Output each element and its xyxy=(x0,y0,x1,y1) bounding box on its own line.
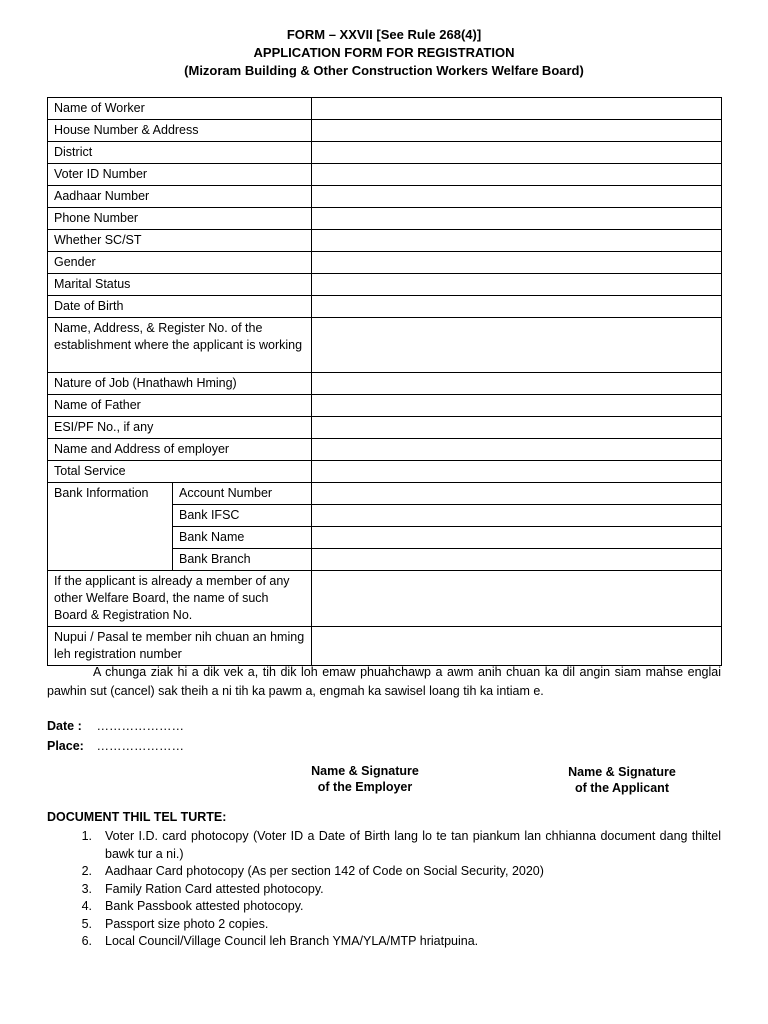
field-label-phone: Phone Number xyxy=(48,208,312,230)
list-item: 1. Voter I.D. card photocopy (Voter ID a Date of Birth lang lo te tan piankum lan chhianna document dang thiltel bawk tur a ni.) xyxy=(81,829,721,861)
date-label: Date : xyxy=(47,719,82,733)
form-title-heading: APPLICATION FORM FOR REGISTRATION xyxy=(253,45,515,60)
registration-table xyxy=(47,97,722,666)
field-label-bank-information: Bank Information xyxy=(48,483,173,571)
field-value-house-address[interactable] xyxy=(312,120,722,142)
field-value-esi-pf[interactable] xyxy=(312,417,722,439)
field-label-spouse-member: Nupui / Pasal te member nih chuan an hming leh registration number xyxy=(48,627,312,666)
field-value-nature-of-job[interactable] xyxy=(312,373,722,395)
field-value-aadhaar[interactable] xyxy=(312,186,722,208)
field-value-district[interactable] xyxy=(312,142,722,164)
field-label-gender: Gender xyxy=(48,252,312,274)
field-label-house-address: House Number & Address xyxy=(48,120,312,142)
employer-signature-line2: of the Employer xyxy=(317,780,413,794)
field-value-gender[interactable] xyxy=(312,252,722,274)
field-label-esi-pf: ESI/PF No., if any xyxy=(48,417,312,439)
list-item: 6. Local Council/Village Council leh Branch YMA/YLA/MTP hriatpuina. xyxy=(81,934,479,948)
field-label-total-service: Total Service xyxy=(48,461,312,483)
field-value-date-of-birth[interactable] xyxy=(312,296,722,318)
field-value-marital-status[interactable] xyxy=(312,274,722,296)
field-label-district: District xyxy=(48,142,312,164)
field-value-account-number[interactable] xyxy=(312,483,722,505)
field-label-sc-st: Whether SC/ST xyxy=(48,230,312,252)
field-value-other-welfare-board[interactable] xyxy=(312,571,722,627)
field-value-bank-name[interactable] xyxy=(312,527,722,549)
field-label-employer: Name and Address of employer xyxy=(48,439,312,461)
field-label-other-welfare-board: If the applicant is already a member of any other Welfare Board, the name of such Board & Registration No. xyxy=(48,571,312,627)
field-label-aadhaar: Aadhaar Number xyxy=(48,186,312,208)
field-label-bank-name: Bank Name xyxy=(173,527,312,549)
field-label-nature-of-job: Nature of Job (Hnathawh Hming) xyxy=(48,373,312,395)
field-value-phone[interactable] xyxy=(312,208,722,230)
field-value-establishment[interactable] xyxy=(312,318,722,373)
employer-signature-line1: Name & Signature xyxy=(311,764,419,778)
field-label-bank-branch: Bank Branch xyxy=(173,549,312,571)
field-label-establishment: Name, Address, & Register No. of the establishment where the applicant is working xyxy=(48,318,312,373)
field-value-sc-st[interactable] xyxy=(312,230,722,252)
form-number-heading: FORM – XXVII [See Rule 268(4)] xyxy=(286,27,482,42)
applicant-signature-line1: Name & Signature xyxy=(568,765,676,779)
field-value-spouse-member[interactable] xyxy=(312,627,722,666)
field-value-name-of-worker[interactable] xyxy=(312,98,722,120)
field-label-name-of-worker: Name of Worker xyxy=(48,98,312,120)
field-label-name-of-father: Name of Father xyxy=(48,395,312,417)
field-value-name-of-father[interactable] xyxy=(312,395,722,417)
documents-list xyxy=(47,828,721,951)
field-label-voter-id: Voter ID Number xyxy=(48,164,312,186)
employer-signature-block xyxy=(285,763,445,795)
field-value-total-service[interactable] xyxy=(312,461,722,483)
list-item: 2. Aadhaar Card photocopy (As per section 142 of Code on Social Security, 2020) xyxy=(81,864,544,878)
board-name-heading: (Mizoram Building & Other Construction Workers Welfare Board) xyxy=(184,63,584,78)
place-blank[interactable]: ………………… xyxy=(96,739,184,753)
field-value-employer[interactable] xyxy=(312,439,722,461)
declaration-paragraph xyxy=(47,663,721,701)
applicant-signature-line2: of the Applicant xyxy=(575,781,669,795)
list-item: 4. Bank Passbook attested photocopy. xyxy=(81,899,304,913)
list-item: 5. Passport size photo 2 copies. xyxy=(81,916,269,931)
field-value-bank-ifsc[interactable] xyxy=(312,505,722,527)
date-blank[interactable]: ………………… xyxy=(96,719,184,733)
field-label-date-of-birth: Date of Birth xyxy=(48,296,312,318)
list-item: 3. Family Ration Card attested photocopy. xyxy=(81,881,324,896)
field-value-voter-id[interactable] xyxy=(312,164,722,186)
place-row xyxy=(47,739,184,753)
applicant-signature-block xyxy=(542,764,702,796)
field-label-account-number: Account Number xyxy=(173,483,312,505)
date-row xyxy=(47,719,184,733)
field-label-bank-ifsc: Bank IFSC xyxy=(173,505,312,527)
field-label-marital-status: Marital Status xyxy=(48,274,312,296)
field-value-bank-branch[interactable] xyxy=(312,549,722,571)
documents-title: DOCUMENT THIL TEL TURTE: xyxy=(47,810,227,824)
declaration-text: A chunga ziak hi a dik vek a, tih dik loh emaw phuahchawp a awm anih chuan ka dil angin siam mahse englai pawhin sut (cancel) sak theih a ni tih ka pawm a, engmah ka sawisel loang tih ka intiam e. xyxy=(47,665,721,698)
place-label: Place: xyxy=(47,739,84,753)
